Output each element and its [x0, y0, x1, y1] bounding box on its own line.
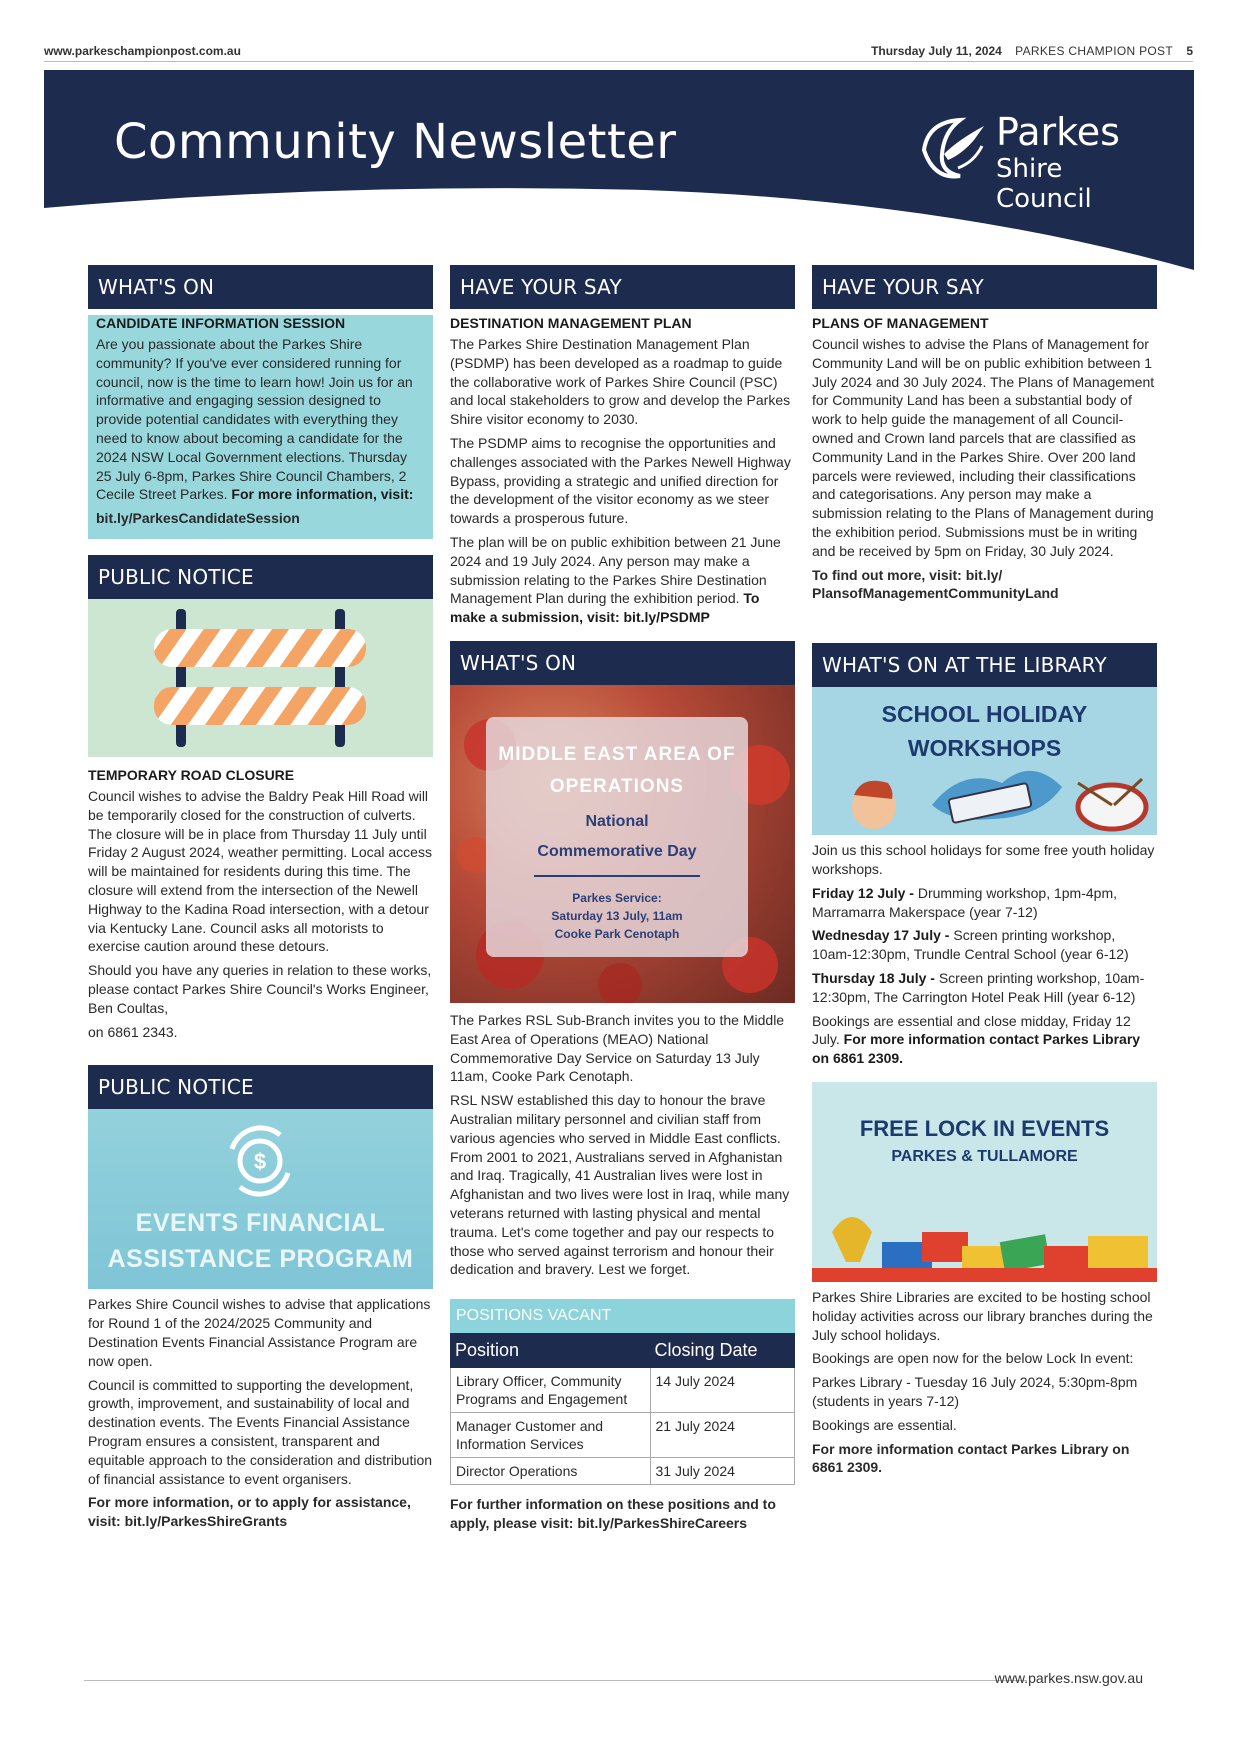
- candidate-session-box: [88, 315, 433, 539]
- workshop-day: Friday 12 July -: [812, 884, 914, 901]
- section-subheading: DESTINATION MANAGEMENT PLAN: [450, 315, 692, 331]
- meao-service-details: [486, 889, 748, 943]
- plans-of-management-text: Council wishes to advise the Plans of Management for Community Land will be on public exhibition between 1 July 2024 and 30 July 2024. The Plans of Management for Community Land has been a substantial body of work to help guide the management of all Council-owned and Crown land parcels that are classified as Community Land in the Parkes Shire. Over 200 land parcels were reviewed, including their classifications and categorisations. Any person may make a submission relating to the Plans of Management during the exhibition period. Submissions must be in writing and be received by 5pm on Friday, 30 July 2024.: [812, 336, 1155, 559]
- divider: [534, 875, 700, 877]
- header-meta: [871, 44, 1193, 58]
- page-number: 5: [1186, 44, 1193, 58]
- financial-program-text1: Parkes Shire Council wishes to advise that applications for Round 1 of the 2024/2025 Community and Destination Events Financial Assistance Program are now open.: [88, 1296, 431, 1369]
- financial-program-image: [88, 1109, 433, 1289]
- section-heading: PUBLIC NOTICE: [88, 555, 433, 599]
- footer-rule: [84, 1680, 1027, 1681]
- section-heading: WHAT'S ON AT THE LIBRARY: [812, 643, 1157, 687]
- lock-in-contact: For more information contact Parkes Library on 6861 2309.: [812, 1440, 1130, 1476]
- newsletter-banner: [44, 70, 1194, 270]
- financial-assistance-section: [88, 1065, 433, 1531]
- logo-line2: Shire Council: [996, 154, 1092, 214]
- section-heading: POSITIONS VACANT: [450, 1299, 795, 1333]
- library-section: [812, 643, 1157, 1068]
- meao-section: [450, 641, 795, 1279]
- body-text: Are you passionate about the Parkes Shire community? If you've ever considered running for council, now is the time to learn how! Join us for an informative and engaging session designed to provide potential candidates with everything they need to know about becoming a candidate for the 2024 NSW Local Government elections. Thursday 25 July 6-8pm, Parkes Shire Council Chambers, 2 Cecile Street Parkes.: [96, 336, 413, 503]
- road-closure-section: [88, 555, 433, 1041]
- financial-program-line1: EVENTS FINANCIAL: [135, 1209, 386, 1238]
- section-subheading: TEMPORARY ROAD CLOSURE: [88, 766, 295, 783]
- column-middle: [450, 265, 795, 1538]
- careers-link[interactable]: For further information on these positions and to apply, please visit: bit.ly/ParkesShireCareers: [450, 1496, 776, 1531]
- lock-in-text1: Parkes Shire Libraries are excited to be hosting school holiday activities across our library branches during the July school holidays.: [812, 1288, 1153, 1343]
- whats-on-section: [88, 265, 433, 539]
- candidate-session-link[interactable]: bit.ly/ParkesCandidateSession: [96, 510, 300, 527]
- school-holiday-title-line1: SCHOOL HOLIDAY: [881, 701, 1088, 728]
- site-url[interactable]: www.parkeschampionpost.com.au: [44, 44, 241, 58]
- section-heading: PUBLIC NOTICE: [88, 1065, 433, 1109]
- meao-detail-line1: Parkes Service:: [572, 890, 662, 905]
- council-logo-icon: [914, 110, 990, 186]
- meao-title-line2: OPERATIONS: [549, 775, 685, 797]
- column-right: [812, 265, 1157, 1482]
- more-info-label: For more information, visit:: [231, 486, 414, 503]
- road-closure-phone: on 6861 2343.: [88, 1023, 178, 1040]
- workshop-day: Wednesday 17 July -: [812, 927, 950, 944]
- positions-table: [450, 1333, 795, 1485]
- issue-date: Thursday July 11, 2024: [871, 44, 1002, 58]
- workshop-item: [812, 969, 1157, 1007]
- dollar-cycle-icon: [220, 1121, 300, 1201]
- council-website-link[interactable]: www.parkes.nsw.gov.au: [994, 1670, 1143, 1686]
- candidate-session-text: [96, 335, 425, 504]
- financial-program-text2: Council is committed to supporting the development, growth, improvement, and sustainability of local and destination events. The Events Financial Assistance Program ensures a consistent, transparent and equitable approach to the consideration and distribution of financial assistance to event organisers.: [88, 1376, 433, 1487]
- logo-line1: Parkes: [996, 110, 1120, 154]
- lock-in-subtitle: PARKES & TULLAMORE: [891, 1147, 1078, 1165]
- lock-in-text3: Parkes Library - Tuesday 16 July 2024, 5:30pm-8pm (students in years 7-12): [812, 1374, 1138, 1409]
- destination-plan-text1: The Parkes Shire Destination Management Plan (PSDMP) has been developed as a roadmap to guide the collaborative work of Parkes Shire Council (PSC) and local stakeholders to grow and develop the Parkes Shire visitor economy to 2030.: [450, 336, 791, 428]
- closing-date-cell: 31 July 2024: [650, 1458, 794, 1485]
- workshop-details: Drumming workshop, 1pm-4pm, Marramarra Makerspace (year 7-12): [812, 884, 1117, 920]
- meao-text1: The Parkes RSL Sub-Branch invites you to the Middle East Area of Operations (MEAO) National Commemorative Day Service on Saturday 13 July 11am, Cooke Park Cenotaph.: [450, 1011, 785, 1085]
- workshop-day: Thursday 18 July -: [812, 969, 935, 986]
- banner-title: Community Newsletter: [114, 114, 677, 170]
- school-holiday-image: [812, 687, 1157, 835]
- meao-card: [486, 717, 748, 957]
- section-heading: WHAT'S ON: [450, 641, 795, 685]
- destination-plan-text2: The PSDMP aims to recognise the opportunities and challenges associated with the Parkes Newell Highway Bypass, providing a strategic and unified direction for the development of the visitor economy as we steer towards a prosperous future.: [450, 434, 791, 527]
- workshop-item: [812, 884, 1157, 922]
- destination-plan-section: [450, 265, 795, 627]
- position-cell: Director Operations: [451, 1458, 651, 1485]
- meao-text2: RSL NSW established this day to honour the brave Australian military personnel and civilian staff from various agencies who served in Middle East conflicts. From 2001 to 2021, Australians served in Afghanistan and Iraq. Tragically, 41 Australian lives were lost in Afghanistan and two lives were lost in Iraq, while many veterans returned with lasting physical and mental trauma. Let's come together and pay our respects to those who served against terrorism and honour their dedication and bravery. Lest we forget.: [450, 1092, 790, 1278]
- financial-program-link[interactable]: For more information, or to apply for assistance, visit: bit.ly/ParkesShireGrants: [88, 1494, 411, 1530]
- section-heading: WHAT'S ON: [88, 265, 433, 309]
- workshop-details: Screen printing workshop, 10am-12:30pm, The Carrington Hotel Peak Hill (year 6-12): [812, 969, 1145, 1005]
- section-heading: HAVE YOUR SAY: [450, 265, 795, 309]
- position-cell: Library Officer, Community Programs and Engagement: [451, 1368, 651, 1413]
- publication-name: PARKES CHAMPION POST: [1015, 44, 1173, 58]
- body-text: Bookings are essential and close midday, Friday 12 July.: [812, 1012, 1131, 1048]
- meao-detail-line2: Saturday 13 July, 11am: [551, 908, 683, 923]
- section-subheading: PLANS OF MANAGEMENT: [812, 315, 989, 331]
- road-closure-text: Council wishes to advise the Baldry Peak Hill Road will be temporarily closed for the construction of culverts. The closure will be in place from Thursday 11 July until Friday 2 August 2024, weather permitting. Local access will be maintained for residents during this time. The closure will extend from the intersection of the Newell Highway to the Kadina Road intersection, with a detour via Kentucky Lane. Council asks all motorists to exercise caution around these detours.: [88, 787, 432, 955]
- table-header-row: [451, 1334, 795, 1368]
- submission-link[interactable]: To make a submission, visit: bit.ly/PSDMP: [450, 590, 760, 626]
- closing-date-cell: 21 July 2024: [650, 1413, 794, 1458]
- table-row: [451, 1413, 795, 1458]
- section-subheading: CANDIDATE INFORMATION SESSION: [96, 315, 346, 331]
- column-left: [88, 265, 433, 1536]
- financial-program-line2: ASSISTANCE PROGRAM: [107, 1245, 414, 1274]
- meao-detail-line3: Cooke Park Cenotaph: [554, 926, 680, 941]
- closing-date-cell: 14 July 2024: [650, 1368, 794, 1413]
- destination-plan-text3: [450, 533, 795, 627]
- meao-poster-image: [450, 685, 795, 1003]
- body-text: The plan will be on public exhibition between 21 June 2024 and 19 July 2024. Any person may make a submission relating to the Parkes Shire Destination Management Plan during the exhibition period.: [450, 533, 781, 607]
- column-header-position: Position: [451, 1334, 651, 1368]
- council-logo: [914, 110, 1164, 214]
- section-heading: HAVE YOUR SAY: [812, 265, 1157, 309]
- lock-in-text4: Bookings are essential.: [812, 1416, 957, 1433]
- school-holiday-title: [812, 687, 1157, 765]
- plans-of-management-link[interactable]: To find out more, visit: bit.ly/ PlansofManagementCommunityLand: [812, 566, 1059, 602]
- position-cell: Manager Customer and Information Services: [451, 1413, 651, 1458]
- road-barrier-image: [88, 599, 433, 757]
- library-intro: Join us this school holidays for some free youth holiday workshops.: [812, 842, 1155, 877]
- meao-subtitle-line2: Commemorative Day: [537, 842, 697, 860]
- library-bookings: [812, 1012, 1157, 1068]
- lego-bricks-icon: [812, 1202, 1157, 1282]
- meao-subtitle-line1: National: [585, 812, 649, 830]
- plans-of-management-section: [812, 265, 1157, 603]
- library-contact: For more information contact Parkes Library on 6861 2309.: [812, 1031, 1141, 1067]
- page-header: [44, 42, 1193, 62]
- lock-in-section: [812, 1082, 1157, 1477]
- lock-in-image: [812, 1082, 1157, 1282]
- road-closure-contact: Should you have any queries in relation to these works, please contact Parkes Shire Council's Works Engineer, Ben Coultas,: [88, 962, 432, 1016]
- meao-title-line1: MIDDLE EAST AREA OF: [498, 743, 736, 765]
- table-row: [451, 1368, 795, 1413]
- school-holiday-title-line2: WORKSHOPS: [907, 735, 1062, 762]
- workshop-details: Screen printing workshop, 10am-12:30pm, Trundle Central School (year 6-12): [812, 927, 1129, 963]
- lock-in-text2: Bookings are open now for the below Lock In event:: [812, 1350, 1134, 1367]
- meao-title: [486, 739, 748, 803]
- positions-vacant-section: [450, 1299, 795, 1533]
- meao-subtitle: [486, 807, 748, 867]
- lock-in-title: FREE LOCK IN EVENTS: [859, 1115, 1110, 1141]
- column-header-closing-date: Closing Date: [650, 1334, 794, 1368]
- table-row: [451, 1458, 795, 1485]
- road-barrier-icon: [88, 599, 433, 757]
- workshop-item: [812, 926, 1157, 964]
- svg-text:$: $: [253, 1149, 267, 1175]
